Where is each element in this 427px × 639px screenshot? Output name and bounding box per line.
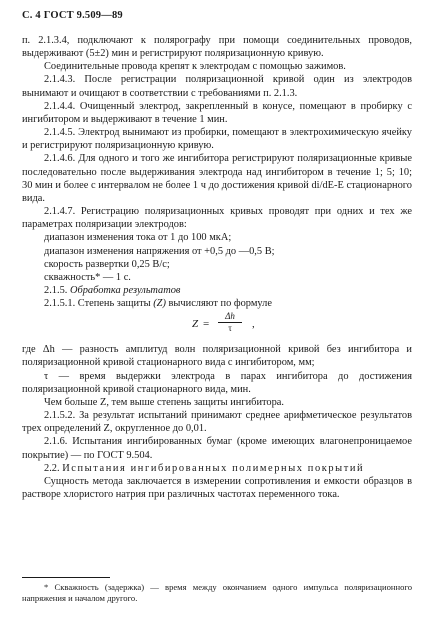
paragraph-2-1-5-1-var: (Z)	[153, 298, 166, 310]
paragraph-2-1-4-7: 2.1.4.7. Регистрацию поляризационных кривых проводят при одних и тех же параметрах поляризации электродов:	[22, 206, 412, 231]
formula-denominator: τ	[228, 323, 232, 334]
paragraph-2-1-4-3: 2.1.4.3. После регистрации поляризационной кривой один из электродов вынимают и очищают в соответствии с требованиями п. 2.1.3.	[22, 74, 412, 99]
formula-lhs: Z	[192, 318, 199, 331]
where-tau: τ — время выдержки электрода в парах ингибитора до достижения поляризационной кривой стационарного вида, мин.	[22, 370, 412, 395]
paragraph-2-1-4-6: 2.1.4.6. Для одного и того же ингибитора регистрируют поляризационные кривые последовательно после выдерживания электрода над ингибитором в течение 1; 5; 10; 30 мин и более с интервалом не более 1 ч до достижения кривой di/dE-E стационарного вида.	[22, 153, 412, 204]
param-sweep-rate: скорость развертки 0,25 В/с;	[44, 258, 170, 270]
section-2-2-title: Испытания ингибированных полимерных покрытий	[62, 462, 365, 474]
formula-z	[22, 311, 412, 341]
page-body	[22, 34, 412, 501]
section-2-2-heading	[22, 462, 412, 475]
footnote	[22, 582, 412, 604]
paragraph-2-1-4-4: 2.1.4.4. Очищенный электрод, закрепленный в конусе, помещают в пробирку с ингибитором и выдерживают в течение 1 мин.	[22, 100, 412, 125]
section-2-1-5-heading	[22, 284, 412, 297]
section-2-2-number: 2.2.	[44, 462, 60, 474]
formula-comma: ,	[252, 318, 255, 331]
formula-equals: =	[203, 318, 210, 331]
where-delta-h: где Δh — разность амплитуд волн поляризационной кривой без ингибитора и поляризационной кривой стационарного вида с ингибитором, мм;	[22, 344, 412, 369]
paragraph-2-1-4-5: 2.1.4.5. Электрод вынимают из пробирки, помещают в электрохимическую ячейку и регистрируют поляризационную кривую.	[22, 127, 412, 152]
footnote-rule	[22, 577, 110, 578]
running-header: С. 4 ГОСТ 9.509—89	[22, 10, 123, 21]
formula-numerator: Δh	[225, 311, 235, 322]
footnote-text: * Скважность (задержка) — время между окончанием одного импульса поляризационного напряжения и началом другого.	[22, 582, 412, 603]
paragraph-continuation: п. 2.1.3.4, подключают к полярографу при помощи соединительных проводов, выдерживают (5±2) мин и регистрируют поляризационную кривую.	[22, 35, 412, 60]
section-2-1-5-number: 2.1.5.	[44, 284, 68, 296]
formula-fraction	[216, 311, 244, 334]
paragraph-2-1-5-1-lead: 2.1.5.1. Степень защиты	[44, 298, 151, 310]
paragraph-wires: Соединительные провода крепят к электродам с помощью зажимов.	[44, 61, 346, 73]
param-voltage-range: диапазон изменения напряжения от +0,5 до —0,5 В;	[44, 245, 275, 257]
paragraph-2-1-5-1-tail: вычисляют по формуле	[168, 298, 272, 310]
paragraph-method-essence: Сущность метода заключается в измерении сопротивления и емкости образцов в растворе хлористого натрия при различных частотах переменного тока.	[22, 475, 412, 500]
paragraph-2-1-5-2: 2.1.5.2. За результат испытаний принимают среднее арифметическое результатов трех определений Z, округленное до 0,01.	[22, 410, 412, 435]
section-2-1-5-title: Обработка результатов	[70, 284, 181, 296]
paragraph-more-z: Чем больше Z, тем выше степень защиты ингибитора.	[44, 396, 285, 408]
paragraph-2-1-5-1	[22, 297, 412, 310]
param-current-range: диапазон изменения тока от 1 до 100 мкА;	[44, 232, 232, 244]
paragraph-2-1-6: 2.1.6. Испытания ингибированных бумаг (кроме имеющих влагонепроницаемое покрытие) — по ГОСТ 9.504.	[22, 436, 412, 461]
param-duty-cycle: скважность* — 1 с.	[44, 271, 131, 283]
